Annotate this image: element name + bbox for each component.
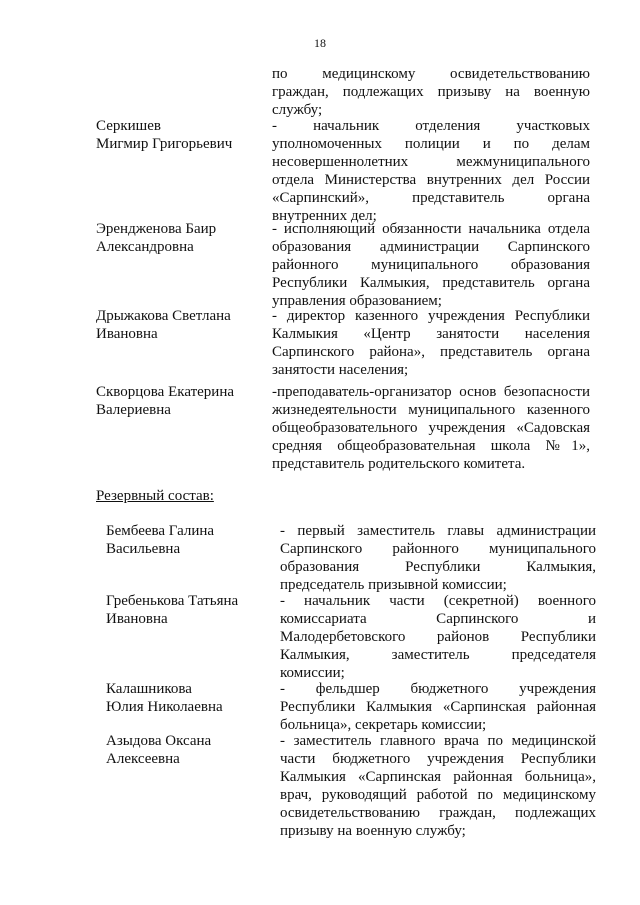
member-description [280, 680, 596, 734]
name-line: Юлия Николаевна [106, 699, 223, 715]
description-line: образования Республики Калмыкия, [280, 559, 596, 575]
description-line: - начальник части (секретной) военного [280, 593, 596, 609]
description-line: Калмыкия «Центр занятости населения [272, 326, 590, 342]
description-line: Республики Калмыкия, представитель органа [272, 275, 590, 291]
description-line: Малодербетовского районов Республики [280, 629, 596, 645]
description-line: представитель родительского комитета. [272, 456, 526, 472]
description-line: Калмыкия «Сарпинская районная больница», [280, 769, 596, 785]
description-line: комиссии; [280, 665, 345, 681]
name-line: Азыдова Оксана [106, 733, 212, 749]
description-line: -преподаватель-организатор основ безопасности [272, 384, 590, 400]
member-description [272, 307, 590, 379]
member-name [106, 522, 214, 558]
name-line: Гребенькова Татьяна [106, 593, 239, 609]
description-line: отдела Министерства внутренних дел России [272, 172, 590, 188]
description-line: - директор казенного учреждения Республики [272, 308, 590, 324]
description-line: службу; [272, 102, 323, 118]
member-description [272, 383, 590, 473]
name-line: Бембеева Галина [106, 523, 215, 539]
description-line: средняя общеобразовательная школа №1», [272, 438, 590, 454]
description-line: - первый заместитель главы администрации [280, 523, 596, 539]
description-line: по медицинскому освидетельствованию [272, 66, 590, 82]
description-line: Калмыкия, заместитель председателя [280, 647, 596, 663]
member-name [96, 220, 216, 256]
member-description [280, 592, 596, 682]
name-line: Калашникова [106, 681, 192, 697]
description-line: Республики Калмыкия «Сарпинская районная [280, 699, 596, 715]
member-name [96, 383, 234, 419]
description-line: граждан, подлежащих призыву на военную [272, 84, 590, 100]
description-line: - фельдшер бюджетного учреждения [280, 681, 596, 697]
description-line: Сарпинского районного муниципального [280, 541, 596, 557]
description-line: управления образованием; [272, 293, 442, 309]
member-name [106, 592, 238, 628]
description-line: врач, руководящий работой по медицинскому [280, 787, 596, 803]
member-name [106, 732, 211, 768]
reserve-section-title: Резервный состав: [96, 488, 214, 504]
description-line: жизнедеятельности муниципального казенного [272, 402, 590, 418]
member-description [272, 117, 590, 225]
name-line: Скворцова Екатерина [96, 384, 235, 400]
description-line: внутренних дел; [272, 208, 377, 224]
member-description [280, 732, 596, 840]
name-line: Валериевна [96, 402, 171, 418]
description-line: общеобразовательного учреждения «Садовская [272, 420, 590, 436]
description-line: образования администрации Сарпинского [272, 239, 590, 255]
member-name [106, 680, 223, 716]
name-line: Васильевна [106, 541, 181, 557]
name-line: Эрендженова Баир [96, 221, 217, 237]
description-line: - начальник отделения участковых [272, 118, 590, 134]
description-line: Сарпинского района», представитель органа [272, 344, 590, 360]
description-line: несовершеннолетних межмуниципального [272, 154, 590, 170]
description-line: - заместитель главного врача по медицинской [280, 733, 596, 749]
name-line: Алексеевна [106, 751, 180, 767]
description-line: части бюджетного учреждения Республики [280, 751, 596, 767]
name-line: Ивановна [106, 611, 168, 627]
description-line: комиссариата Сарпинского и [280, 611, 596, 627]
member-name [96, 307, 231, 343]
description-line: больница», секретарь комиссии; [280, 717, 487, 733]
description-line: занятости населения; [272, 362, 409, 378]
description-line: районного муниципального образования [272, 257, 590, 273]
name-line: Дрыжакова Светлана [96, 308, 231, 324]
description-line: призыву на военную службу; [280, 823, 466, 839]
name-line: Серкишев [96, 118, 161, 134]
member-description [272, 220, 590, 310]
description-line: - исполняющий обязанности начальника отдела [272, 221, 590, 237]
description-line: уполномоченных полиции и по делам [272, 136, 590, 152]
name-line: Ивановна [96, 326, 158, 342]
description-line: «Сарпинский», представитель органа [272, 190, 590, 206]
member-name [96, 117, 232, 153]
page-number: 18 [314, 36, 326, 50]
name-line: Александровна [96, 239, 194, 255]
member-description [280, 522, 596, 594]
description-line: председатель призывной комиссии; [280, 577, 507, 593]
name-line: Мигмир Григорьевич [96, 136, 233, 152]
member-description [272, 65, 590, 119]
description-line: освидетельствованию граждан, подлежащих [280, 805, 596, 821]
